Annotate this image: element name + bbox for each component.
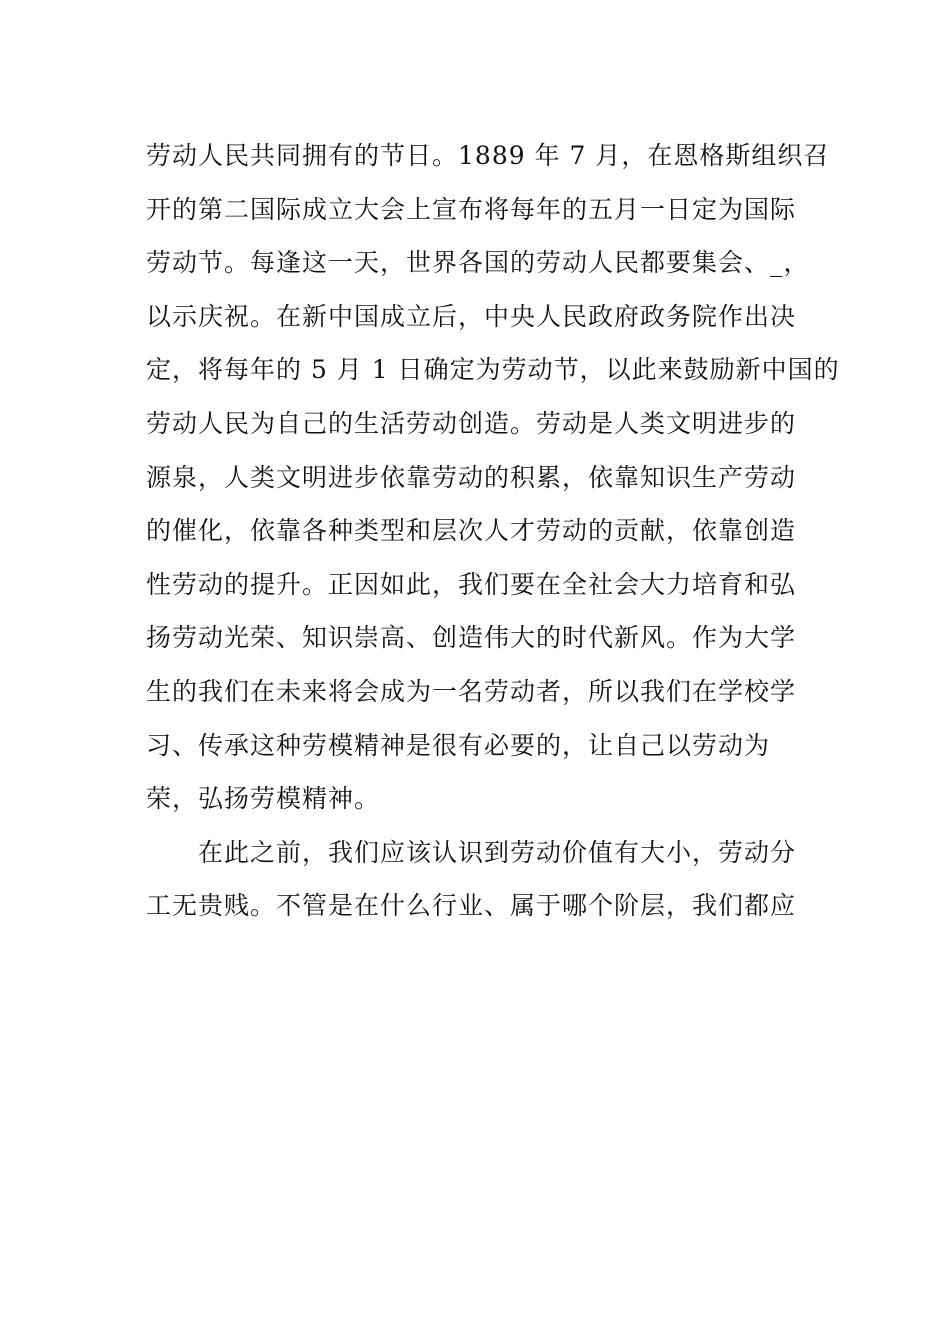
text-line: 劳动节。每逢这一天，世界各国的劳动人民都要集会、_， <box>146 248 810 278</box>
text-line: 开的第二国际成立大会上宣布将每年的五月一日定为国际 <box>146 194 797 224</box>
text-line: 性劳动的提升。正因如此，我们要在全社会大力培育和弘 <box>146 569 797 599</box>
text-line: 定，将每年的 5 月 1 日确定为劳动节，以此来鼓励新中国的 <box>146 355 840 385</box>
text-line: 工无贵贱。不管是在什么行业、属于哪个阶层，我们都应 <box>146 891 797 921</box>
text-line: 以示庆祝。在新中国成立后，中央人民政府政务院作出决 <box>146 301 797 331</box>
text-line: 劳动人民共同拥有的节日。1889 年 7 月，在恩格斯组织召 <box>146 141 830 170</box>
text-line: 生的我们在未来将会成为一名劳动者，所以我们在学校学 <box>146 676 797 706</box>
text-line: 荣，弘扬劳模精神。 <box>146 784 381 814</box>
text-line: 习、传承这种劳模精神是很有必要的，让自己以劳动为 <box>146 730 771 760</box>
body-text <box>146 129 840 933</box>
paragraph-start-line: 在此之前，我们应该认识到劳动价值有大小，劳动分 <box>198 837 797 867</box>
text-line: 劳动人民为自己的生活劳动创造。劳动是人类文明进步的 <box>146 408 797 438</box>
text-line: 源泉，人类文明进步依靠劳动的积累，依靠知识生产劳动 <box>146 462 797 492</box>
text-line: 扬劳动光荣、知识崇高、创造伟大的时代新风。作为大学 <box>146 623 797 653</box>
text-line: 的催化，依靠各种类型和层次人才劳动的贡献，依靠创造 <box>146 516 797 546</box>
